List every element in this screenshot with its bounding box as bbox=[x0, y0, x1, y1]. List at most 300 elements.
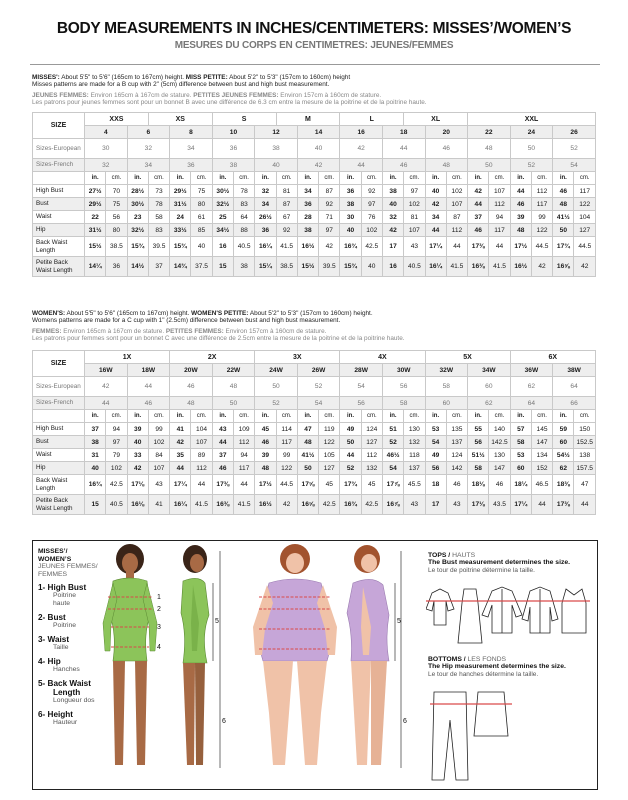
size-number: 24 bbox=[510, 126, 553, 139]
european-size-row bbox=[33, 139, 596, 159]
measurement-inches: 43 bbox=[212, 423, 233, 436]
measurement-cm: 44 bbox=[446, 237, 467, 257]
size-header: SIZE bbox=[33, 113, 85, 139]
european-size: 36 bbox=[212, 139, 255, 159]
measurement-inches: 37 bbox=[212, 449, 233, 462]
measurement-inches: 60 bbox=[553, 436, 574, 449]
measurement-inches: 42 bbox=[170, 436, 191, 449]
measurement-cm: 102 bbox=[148, 436, 169, 449]
unit-centimeters: cm. bbox=[489, 410, 510, 423]
measurement-cm: 122 bbox=[574, 198, 596, 211]
unit-inches: in. bbox=[468, 410, 489, 423]
measurement-label: Back Waist Length bbox=[33, 475, 85, 495]
measurement-cm: 42.5 bbox=[361, 495, 382, 515]
measurement-inches: 46 bbox=[553, 185, 574, 198]
measurement-cm: 107 bbox=[191, 436, 212, 449]
size-group-label: 1X bbox=[85, 351, 170, 364]
french-size: 50 bbox=[212, 397, 255, 410]
measurement-inches: 16⅝ bbox=[553, 257, 574, 277]
measurement-cm: 58 bbox=[148, 211, 169, 224]
measurement-cm: 142 bbox=[446, 462, 467, 475]
measurement-inches: 15½ bbox=[297, 257, 318, 277]
unit-inches: in. bbox=[425, 410, 446, 423]
unit-inches: in. bbox=[170, 410, 191, 423]
measurement-inches: 34 bbox=[425, 211, 446, 224]
european-size: 32 bbox=[127, 139, 170, 159]
measurement-inches: 40 bbox=[127, 436, 148, 449]
unit-centimeters: cm. bbox=[191, 172, 212, 185]
measurement-cm: 132 bbox=[404, 436, 425, 449]
note-label: PETITES FEMMES: bbox=[165, 327, 224, 335]
measurement-inches: 44 bbox=[510, 185, 531, 198]
measurement-inches: 38 bbox=[340, 198, 361, 211]
measurement-row bbox=[33, 475, 596, 495]
size-group-row bbox=[33, 113, 596, 126]
measurement-inches: 14½ bbox=[127, 257, 148, 277]
unit-centimeters: cm. bbox=[574, 172, 596, 185]
european-size: 48 bbox=[212, 377, 255, 397]
measurement-cm: 87 bbox=[276, 198, 297, 211]
measurement-inches: 39 bbox=[510, 211, 531, 224]
measurement-cm: 47 bbox=[574, 475, 596, 495]
measurement-row bbox=[33, 462, 596, 475]
measurement-cm: 88 bbox=[233, 224, 254, 237]
measurement-cm: 41.5 bbox=[446, 257, 467, 277]
measurement-inches: 16¾ bbox=[340, 495, 361, 515]
unit-centimeters: cm. bbox=[233, 410, 254, 423]
measurement-inches: 41 bbox=[170, 423, 191, 436]
measurement-inches: 47 bbox=[297, 423, 318, 436]
unit-centimeters: cm. bbox=[489, 172, 510, 185]
measurement-inches: 16¼ bbox=[255, 237, 276, 257]
row-label: Sizes-French bbox=[33, 159, 85, 172]
french-size: 46 bbox=[127, 397, 170, 410]
measurement-cm: 42 bbox=[531, 257, 552, 277]
european-size: 46 bbox=[170, 377, 213, 397]
unit-centimeters: cm. bbox=[531, 172, 552, 185]
figure-number: 6 bbox=[222, 718, 226, 725]
measurement-row bbox=[33, 436, 596, 449]
note-text: About 5'5" to 5'6" (165cm to 167cm) height. bbox=[59, 74, 186, 81]
measurement-inches: 58 bbox=[510, 436, 531, 449]
measurement-inches: 42 bbox=[382, 224, 403, 237]
bottoms-description-fr: Le tour de hanches détermine la taille. bbox=[428, 671, 539, 678]
note-label: FEMMES: bbox=[32, 327, 62, 335]
french-size-row bbox=[33, 159, 596, 172]
measurement-cm: 94 bbox=[233, 449, 254, 462]
measurement-cm: 44 bbox=[531, 495, 552, 515]
measurement-cm: 76 bbox=[361, 211, 382, 224]
measurement-cm: 134 bbox=[531, 449, 552, 462]
unit-inches: in. bbox=[425, 172, 446, 185]
measurement-cm: 102 bbox=[361, 224, 382, 237]
measurement-cm: 135 bbox=[446, 423, 467, 436]
measurement-cm: 117 bbox=[489, 224, 510, 237]
bottoms-section bbox=[428, 656, 596, 679]
measurement-inches: 15½ bbox=[85, 237, 106, 257]
womens-side-figure bbox=[347, 545, 401, 768]
measurement-cm: 92 bbox=[319, 198, 340, 211]
row-label: Sizes-European bbox=[33, 139, 85, 159]
measurement-cm: 99 bbox=[531, 211, 552, 224]
figure-number: 4 bbox=[157, 644, 161, 651]
measurement-cm: 97 bbox=[361, 198, 382, 211]
measurement-inches: 16⅝ bbox=[297, 495, 318, 515]
unit-centimeters: cm. bbox=[404, 172, 425, 185]
measurement-inches: 44 bbox=[170, 462, 191, 475]
measurement-inches: 17⅛ bbox=[127, 475, 148, 495]
bottoms-description: The Hip measurement determines the size. bbox=[428, 663, 566, 670]
measurement-inches: 31½ bbox=[85, 224, 106, 237]
measurement-inches: 32½ bbox=[127, 224, 148, 237]
measurement-inches: 40 bbox=[340, 224, 361, 237]
unit-centimeters: cm. bbox=[319, 410, 340, 423]
page-subtitle: MESURES DU CORPS EN CENTIMETRES: JEUNES/FEMMES bbox=[174, 40, 454, 51]
measurement-inches: 17¼ bbox=[170, 475, 191, 495]
tops-heading: TOPS / HAUTS bbox=[428, 552, 476, 559]
legend-label-fr: Poitrine bbox=[53, 592, 77, 599]
measurement-cm: 61 bbox=[191, 211, 212, 224]
european-size: 44 bbox=[382, 139, 425, 159]
measurement-inches: 44 bbox=[212, 436, 233, 449]
tops-garment-illustrations bbox=[426, 585, 594, 647]
note-text: About 5'2" to 5'3" (157cm to 160cm) height. bbox=[248, 310, 373, 317]
measurement-inches: 40 bbox=[85, 462, 106, 475]
measurement-inches: 46½ bbox=[382, 449, 403, 462]
size-group-label: XL bbox=[404, 113, 468, 126]
french-size: 38 bbox=[212, 159, 255, 172]
european-size: 62 bbox=[510, 377, 553, 397]
unit-inches: in. bbox=[212, 410, 233, 423]
misses-notes bbox=[32, 74, 602, 107]
measurement-cm: 147 bbox=[531, 436, 552, 449]
measurement-cm: 132 bbox=[361, 462, 382, 475]
size-number: 38W bbox=[553, 364, 596, 377]
size-number: 26 bbox=[553, 126, 596, 139]
measurement-inches: 15¾ bbox=[170, 237, 191, 257]
measurement-row bbox=[33, 449, 596, 462]
measurement-inches: 16¼ bbox=[170, 495, 191, 515]
measurement-inches: 36 bbox=[340, 185, 361, 198]
measurement-cm: 44.5 bbox=[531, 237, 552, 257]
measurement-inches: 52 bbox=[340, 462, 361, 475]
bottoms-garment-illustrations bbox=[426, 690, 526, 782]
measurement-cm: 94 bbox=[489, 211, 510, 224]
womens-height-line bbox=[32, 310, 602, 317]
unit-inches: in. bbox=[553, 410, 574, 423]
note-label: MISSES': bbox=[32, 74, 60, 81]
french-size: 56 bbox=[340, 397, 383, 410]
measurement-cm: 43 bbox=[404, 237, 425, 257]
measurement-inches: 15¾ bbox=[340, 257, 361, 277]
measurement-inches: 14¼ bbox=[85, 257, 106, 277]
unit-row bbox=[33, 172, 596, 185]
unit-inches: in. bbox=[382, 172, 403, 185]
measurement-inches: 38 bbox=[297, 224, 318, 237]
french-size: 66 bbox=[553, 397, 596, 410]
measurement-cm: 102 bbox=[106, 462, 127, 475]
womens-size-table bbox=[32, 350, 596, 515]
measurement-cm: 71 bbox=[319, 211, 340, 224]
measurement-cm: 87 bbox=[319, 185, 340, 198]
measurement-label: Waist bbox=[33, 449, 85, 462]
measurement-inches: 54 bbox=[425, 436, 446, 449]
measurement-cm: 147 bbox=[489, 462, 510, 475]
european-size: 38 bbox=[255, 139, 298, 159]
measurement-inches: 57 bbox=[510, 423, 531, 436]
page-title: BODY MEASUREMENTS IN INCHES/CENTIMETERS: MISSES’/WOMEN’S bbox=[56, 20, 572, 37]
unit-inches: in. bbox=[170, 172, 191, 185]
measurement-cm: 41.5 bbox=[489, 257, 510, 277]
legend-label-fr: Longueur dos bbox=[53, 697, 95, 704]
unit-centimeters: cm. bbox=[361, 172, 382, 185]
measurement-inches: 54 bbox=[382, 462, 403, 475]
measurement-inches: 26½ bbox=[255, 211, 276, 224]
measurement-inches: 60 bbox=[510, 462, 531, 475]
measurement-inches: 48 bbox=[297, 436, 318, 449]
measurement-inches: 54½ bbox=[553, 449, 574, 462]
european-size: 56 bbox=[382, 377, 425, 397]
unit-inches: in. bbox=[382, 410, 403, 423]
size-number: 24W bbox=[255, 364, 298, 377]
european-size: 40 bbox=[297, 139, 340, 159]
measurement-inches: 16⅛ bbox=[127, 495, 148, 515]
french-size: 40 bbox=[255, 159, 298, 172]
garment-blouse-icon bbox=[426, 589, 454, 625]
measurement-inches: 41½ bbox=[553, 211, 574, 224]
misses-front-figure bbox=[103, 544, 157, 765]
womens-fr-cup-line: Les patrons pour femmes sont pour un bonnet C avec une différence de 2.5cm entre la mesure de la poitrine et de la poitrine haute. bbox=[32, 335, 405, 343]
european-size: 42 bbox=[85, 377, 128, 397]
measurement-inches: 48 bbox=[255, 462, 276, 475]
measurement-inches: 33 bbox=[127, 449, 148, 462]
measurement-cm: 73 bbox=[148, 185, 169, 198]
measurement-inches: 51½ bbox=[468, 449, 489, 462]
note-text: About 5'5" to 5'6" (165cm to 167cm) height. bbox=[65, 310, 192, 317]
measurement-inches: 17¾ bbox=[553, 237, 574, 257]
size-number: 12 bbox=[255, 126, 298, 139]
size-number: 22 bbox=[468, 126, 511, 139]
measurement-cm: 114 bbox=[276, 423, 297, 436]
measurement-inches: 16 bbox=[212, 237, 233, 257]
measurement-cm: 44.5 bbox=[276, 475, 297, 495]
measurement-row bbox=[33, 224, 596, 237]
garment-dress-icon bbox=[458, 589, 482, 643]
measurement-cm: 118 bbox=[404, 449, 425, 462]
unit-inches: in. bbox=[127, 410, 148, 423]
size-number: 10 bbox=[212, 126, 255, 139]
size-number: 6 bbox=[127, 126, 170, 139]
note-text: Environ 165cm à 167cm de stature. bbox=[61, 327, 166, 335]
measurement-cm: 117 bbox=[574, 185, 596, 198]
measurement-cm: 40.5 bbox=[233, 237, 254, 257]
size-group-label: 4X bbox=[340, 351, 425, 364]
measurement-cm: 97 bbox=[404, 185, 425, 198]
measurement-inches: 58 bbox=[468, 462, 489, 475]
unit-inches: in. bbox=[255, 410, 276, 423]
french-size: 52 bbox=[510, 159, 553, 172]
measurement-cm: 42.5 bbox=[319, 495, 340, 515]
european-size: 44 bbox=[127, 377, 170, 397]
measurement-inches: 39 bbox=[127, 423, 148, 436]
measurement-inches: 53 bbox=[510, 449, 531, 462]
measurement-inches: 53 bbox=[425, 423, 446, 436]
unit-blank bbox=[33, 410, 85, 423]
measurement-cm: 97 bbox=[106, 436, 127, 449]
note-label: JEUNES FEMMES: bbox=[32, 91, 89, 99]
measurement-cm: 41 bbox=[148, 495, 169, 515]
measurement-inches: 46 bbox=[468, 224, 489, 237]
measurement-cm: 79 bbox=[106, 449, 127, 462]
size-group-label: XS bbox=[148, 113, 212, 126]
measurement-cm: 117 bbox=[531, 198, 552, 211]
measurement-cm: 157.5 bbox=[574, 462, 596, 475]
figure-number: 1 bbox=[157, 594, 161, 601]
measurement-inches: 38 bbox=[85, 436, 106, 449]
measurement-row bbox=[33, 211, 596, 224]
womens-cup-line: Womens patterns are made for a C cup with 1" (2.5cm) difference between bust and high bust measurement. bbox=[32, 317, 341, 325]
size-group-row bbox=[33, 351, 596, 364]
misses-side-figure bbox=[181, 545, 220, 768]
unit-inches: in. bbox=[340, 410, 361, 423]
measurement-inches: 32 bbox=[255, 185, 276, 198]
measurement-row bbox=[33, 257, 596, 277]
size-group-label: 2X bbox=[170, 351, 255, 364]
measurement-inches: 44 bbox=[425, 224, 446, 237]
measurement-label: Bust bbox=[33, 436, 85, 449]
measurement-cm: 46 bbox=[489, 475, 510, 495]
measurement-cm: 92 bbox=[276, 224, 297, 237]
measurement-cm: 112 bbox=[361, 449, 382, 462]
european-size: 60 bbox=[468, 377, 511, 397]
garment-skirt-icon bbox=[474, 692, 508, 736]
measurement-inches: 40 bbox=[425, 185, 446, 198]
size-number: 36W bbox=[510, 364, 553, 377]
legend-label: 4- Hip bbox=[38, 657, 61, 666]
measurement-cm: 67 bbox=[276, 211, 297, 224]
measurement-inches: 18¼ bbox=[510, 475, 531, 495]
french-size: 58 bbox=[382, 397, 425, 410]
note-label: WOMEN'S: bbox=[32, 310, 66, 317]
european-size: 30 bbox=[85, 139, 128, 159]
measurement-inches: 42 bbox=[468, 185, 489, 198]
measurement-inches: 15¾ bbox=[127, 237, 148, 257]
measurement-cm: 41.5 bbox=[233, 495, 254, 515]
measurement-cm: 102 bbox=[404, 198, 425, 211]
legend-label: 6- Height bbox=[38, 710, 74, 719]
unit-inches: in. bbox=[510, 172, 531, 185]
legend-label-fr: Hanches bbox=[53, 666, 80, 673]
measurement-inches: 45 bbox=[255, 423, 276, 436]
womens-notes bbox=[32, 310, 602, 343]
measurement-cm: 127 bbox=[319, 462, 340, 475]
measurement-cm: 78 bbox=[148, 198, 169, 211]
measurement-label: High Bust bbox=[33, 185, 85, 198]
measurement-cm: 117 bbox=[233, 462, 254, 475]
measurement-cm: 124 bbox=[361, 423, 382, 436]
legend-label: 5- Back Waist bbox=[38, 679, 91, 688]
measurement-inches: 55 bbox=[468, 423, 489, 436]
measurement-inches: 16⅞ bbox=[382, 495, 403, 515]
measurement-cm: 142.5 bbox=[489, 436, 510, 449]
measurement-row bbox=[33, 198, 596, 211]
measurement-inches: 39 bbox=[255, 449, 276, 462]
measurement-inches: 15¼ bbox=[255, 257, 276, 277]
measurement-inches: 50 bbox=[553, 224, 574, 237]
french-size: 34 bbox=[127, 159, 170, 172]
measurement-inches: 32½ bbox=[212, 198, 233, 211]
french-size: 42 bbox=[297, 159, 340, 172]
measurement-cm: 140 bbox=[489, 423, 510, 436]
measurement-cm: 40 bbox=[191, 237, 212, 257]
unit-centimeters: cm. bbox=[276, 172, 297, 185]
size-group-label: M bbox=[276, 113, 340, 126]
body-figure-illustrations bbox=[95, 543, 425, 788]
measurement-cm: 83 bbox=[148, 224, 169, 237]
measurement-cm: 109 bbox=[233, 423, 254, 436]
measurement-inches: 30 bbox=[340, 211, 361, 224]
measurement-inches: 51 bbox=[382, 423, 403, 436]
measurement-inches: 49 bbox=[340, 423, 361, 436]
european-size: 50 bbox=[510, 139, 553, 159]
size-group-label: 5X bbox=[425, 351, 510, 364]
unit-inches: in. bbox=[297, 410, 318, 423]
unit-centimeters: cm. bbox=[276, 410, 297, 423]
measurement-cm: 112 bbox=[531, 185, 552, 198]
measurement-cm: 45 bbox=[319, 475, 340, 495]
unit-row bbox=[33, 410, 596, 423]
measurement-cm: 46.5 bbox=[531, 475, 552, 495]
divider bbox=[30, 64, 600, 65]
measurement-inches: 17¼ bbox=[425, 237, 446, 257]
measurement-cm: 81 bbox=[276, 185, 297, 198]
measurement-cm: 112 bbox=[191, 462, 212, 475]
measurement-cm: 56 bbox=[106, 211, 127, 224]
womens-front-figure bbox=[253, 544, 337, 765]
measurement-cm: 89 bbox=[191, 449, 212, 462]
measurement-inches: 18⅛ bbox=[468, 475, 489, 495]
figure-number: 3 bbox=[157, 624, 161, 631]
measurement-inches: 28½ bbox=[127, 185, 148, 198]
european-size: 42 bbox=[340, 139, 383, 159]
measurement-cm: 37.5 bbox=[191, 257, 212, 277]
measurement-label: High Bust bbox=[33, 423, 85, 436]
measurement-inches: 17½ bbox=[510, 237, 531, 257]
size-number-row bbox=[33, 364, 596, 377]
measurement-inches: 41½ bbox=[297, 449, 318, 462]
measurement-cm: 42 bbox=[319, 237, 340, 257]
measurement-inches: 35 bbox=[170, 449, 191, 462]
tops-description-fr: Le tour de poitrine détermine la taille. bbox=[428, 567, 535, 574]
measurement-inches: 42 bbox=[425, 198, 446, 211]
measurement-row bbox=[33, 185, 596, 198]
size-number: 22W bbox=[212, 364, 255, 377]
french-size: 48 bbox=[425, 159, 468, 172]
measurement-cm: 81 bbox=[404, 211, 425, 224]
measurement-inches: 38 bbox=[382, 185, 403, 198]
legend-header: WOMEN’S bbox=[38, 555, 72, 563]
note-text: Environ 157cm à 160cm de stature. bbox=[223, 327, 327, 335]
measurement-inches: 30½ bbox=[212, 185, 233, 198]
measurement-inches: 29½ bbox=[170, 185, 191, 198]
measurement-inches: 17¾ bbox=[340, 475, 361, 495]
measurement-inches: 17½ bbox=[255, 475, 276, 495]
measurement-label: Petite Back Waist Length bbox=[33, 495, 85, 515]
french-size-row bbox=[33, 397, 596, 410]
measurement-cm: 37 bbox=[148, 257, 169, 277]
french-size: 44 bbox=[85, 397, 128, 410]
figure-number: 5 bbox=[397, 618, 401, 625]
